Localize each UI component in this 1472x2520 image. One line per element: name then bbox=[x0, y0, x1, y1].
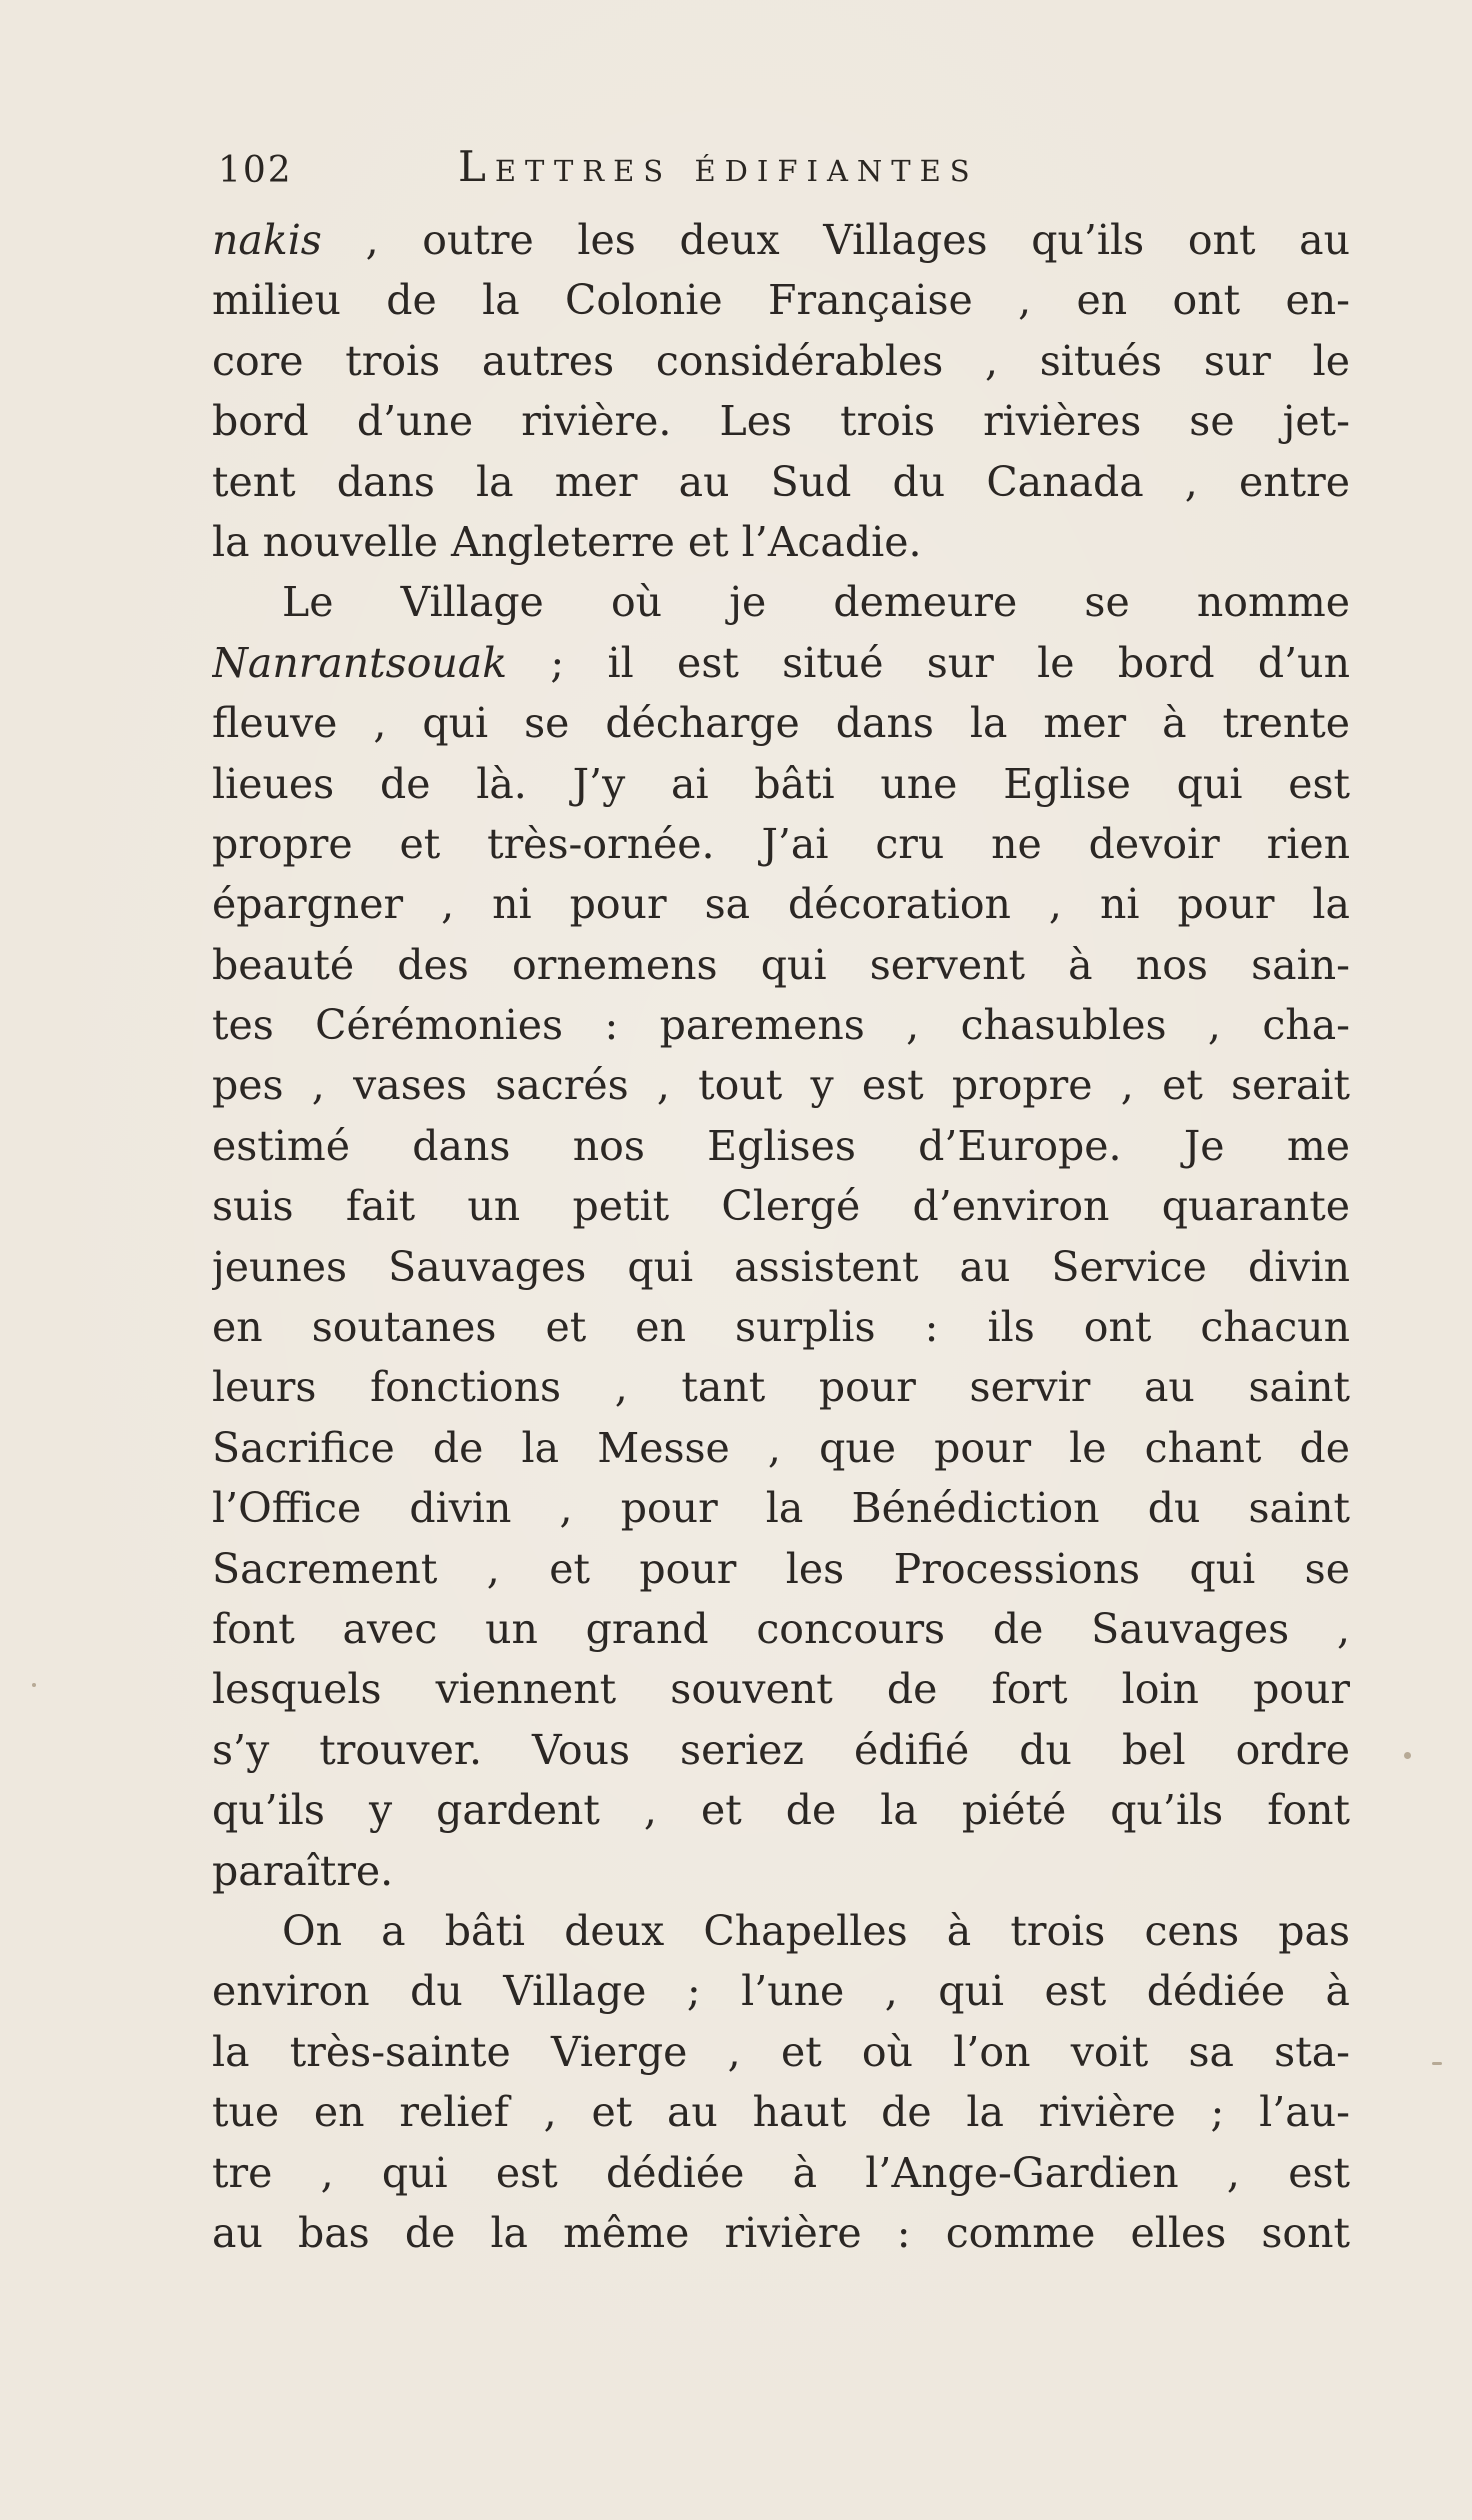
line-text: tre , qui est dédiée à l’Ange-Gardien , est bbox=[212, 2148, 1350, 2197]
text-line bbox=[212, 874, 1350, 934]
text-line bbox=[212, 2082, 1350, 2142]
line-text: font avec un grand concours de Sauvages , bbox=[212, 1604, 1350, 1653]
line-text: la nouvelle Angleterre et l’Acadie. bbox=[212, 517, 922, 566]
text-line bbox=[212, 1418, 1350, 1478]
line-text: paraître. bbox=[212, 1846, 394, 1895]
line-text: épargner , ni pour sa décoration , ni pour la bbox=[212, 880, 1350, 929]
page-number: 102 bbox=[218, 150, 293, 191]
body-text bbox=[212, 210, 1350, 2263]
text-line bbox=[212, 452, 1350, 512]
text-line bbox=[212, 1055, 1350, 1115]
line-text: jeunes Sauvages qui assistent au Service divin bbox=[212, 1242, 1350, 1291]
line-text: tue en relief , et au haut de la rivière ; l’au- bbox=[212, 2088, 1350, 2137]
text-line bbox=[212, 572, 1350, 632]
line-text: leurs fonctions , tant pour servir au saint bbox=[212, 1363, 1350, 1412]
text-line bbox=[212, 2203, 1350, 2263]
text-line bbox=[212, 1176, 1350, 1236]
text-line bbox=[212, 1237, 1350, 1297]
line-text: qu’ils y gardent , et de la piété qu’ils font bbox=[212, 1786, 1350, 1835]
line-text: milieu de la Colonie Française , en ont en- bbox=[212, 276, 1350, 325]
line-text: tent dans la mer au Sud du Canada , entre bbox=[212, 457, 1350, 506]
text-line bbox=[212, 814, 1350, 874]
text-line bbox=[212, 995, 1350, 1055]
line-text: en soutanes et en surplis : ils ont chacun bbox=[212, 1303, 1350, 1352]
line-text: propre et très-ornée. J’ai cru ne devoir rien bbox=[212, 819, 1350, 868]
italic-word: Nanrantsouak bbox=[212, 638, 508, 687]
text-line bbox=[212, 1961, 1350, 2021]
line-text: au bas de la même rivière : comme elles sont bbox=[212, 2208, 1350, 2257]
paper-speck bbox=[32, 1683, 36, 1687]
text-line bbox=[212, 754, 1350, 814]
text-line bbox=[212, 2022, 1350, 2082]
text-line bbox=[212, 1901, 1350, 1961]
line-text: core trois autres considérables , situés sur le bbox=[212, 336, 1350, 385]
text-line bbox=[212, 633, 1350, 693]
line-text: beauté des ornemens qui servent à nos sain- bbox=[212, 940, 1350, 989]
line-text: Sacrement , et pour les Processions qui se bbox=[212, 1544, 1350, 1593]
text-line bbox=[212, 2143, 1350, 2203]
text-line bbox=[212, 331, 1350, 391]
text-line bbox=[212, 391, 1350, 451]
line-text: ; il est situé sur le bord d’un bbox=[507, 638, 1350, 687]
paper-speck bbox=[1432, 2062, 1442, 2065]
text-line bbox=[212, 1297, 1350, 1357]
line-text: s’y trouver. Vous seriez édifié du bel ordre bbox=[212, 1725, 1350, 1774]
line-text: lieues de là. J’y ai bâti une Eglise qui est bbox=[212, 759, 1350, 808]
line-text: la très-sainte Vierge , et où l’on voit sa sta- bbox=[212, 2027, 1350, 2076]
running-title: Lettres édifiantes bbox=[458, 142, 979, 191]
line-text: estimé dans nos Eglises d’Europe. Je me bbox=[212, 1121, 1350, 1170]
paper-speck bbox=[1404, 1752, 1411, 1759]
text-line bbox=[212, 1539, 1350, 1599]
italic-word: nakis bbox=[212, 216, 322, 264]
text-line bbox=[212, 1478, 1350, 1538]
text-line bbox=[212, 1780, 1350, 1840]
line-text: suis fait un petit Clergé d’environ quarante bbox=[212, 1182, 1350, 1231]
line-text: pes , vases sacrés , tout y est propre , et serait bbox=[212, 1061, 1350, 1110]
text-line bbox=[212, 1841, 1350, 1901]
text-line bbox=[212, 1720, 1350, 1780]
line-text: tes Cérémonies : paremens , chasubles , cha- bbox=[212, 1001, 1350, 1050]
line-text: , outre les deux Villages qu’ils ont au bbox=[321, 216, 1350, 264]
line-text: On a bâti deux Chapelles à trois cens pas bbox=[282, 1906, 1350, 1955]
text-line bbox=[212, 270, 1350, 330]
text-line bbox=[212, 512, 1350, 572]
text-line bbox=[212, 1659, 1350, 1719]
line-text: Le Village où je demeure se nomme bbox=[282, 578, 1350, 627]
text-line bbox=[212, 210, 1350, 270]
line-text: Sacrifice de la Messe , que pour le chant de bbox=[212, 1423, 1350, 1472]
line-text: lesquels viennent souvent de fort loin pour bbox=[212, 1665, 1350, 1714]
line-text: environ du Village ; l’une , qui est dédiée à bbox=[212, 1967, 1350, 2016]
text-line bbox=[212, 1357, 1350, 1417]
text-line bbox=[212, 1599, 1350, 1659]
page-header bbox=[218, 142, 1348, 202]
line-text: l’Office divin , pour la Bénédiction du saint bbox=[212, 1484, 1350, 1533]
line-text: fleuve , qui se décharge dans la mer à trente bbox=[212, 699, 1350, 748]
line-text: bord d’une rivière. Les trois rivières se jet- bbox=[212, 397, 1350, 446]
text-line bbox=[212, 693, 1350, 753]
text-line bbox=[212, 935, 1350, 995]
text-line bbox=[212, 1116, 1350, 1176]
